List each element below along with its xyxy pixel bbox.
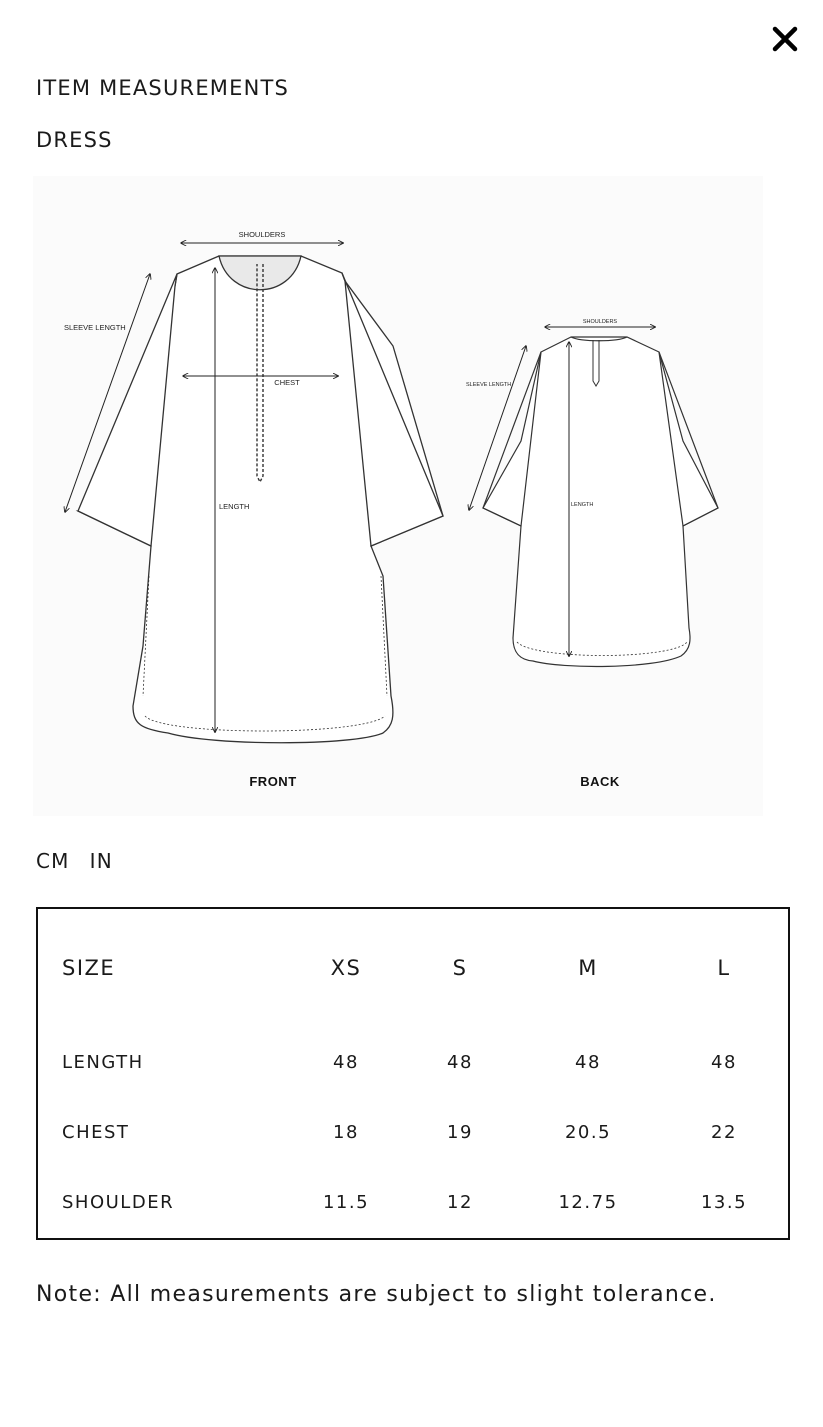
table-cell: 19 [447,1121,473,1143]
front-length-label: LENGTH [219,502,250,511]
header-m: M [578,956,598,980]
header-l: L [717,956,731,980]
table-cell: 13.5 [700,1191,748,1213]
size-chart [36,907,790,1240]
back-sleeve-label: SLEEVE LENGTH [466,382,512,388]
table-cell: 22 [711,1121,737,1143]
back-view-label: BACK [580,774,620,789]
table-cell: 12.75 [558,1191,618,1213]
unit-in-tab[interactable]: IN [89,849,113,873]
unit-cm-tab[interactable]: CM [36,849,70,873]
table-cell: 48 [447,1051,473,1073]
unit-toggle [36,849,113,873]
close-button[interactable] [768,22,802,56]
front-sleeve-label: SLEEVE LENGTH [64,323,126,332]
table-cell: 48 [711,1051,737,1073]
garment-name: DRESS [36,128,113,152]
row-label: CHEST [62,1121,130,1143]
table-header-row [38,909,788,1027]
row-label: SHOULDER [62,1191,175,1213]
header-xs: XS [330,956,362,980]
header-size: SIZE [62,956,116,980]
tolerance-note: Note: All measurements are subject to slight tolerance. [36,1282,717,1307]
front-view-label: FRONT [249,774,297,789]
front-dress-drawing [78,256,443,743]
size-table [38,909,788,1237]
measurement-diagram [33,176,763,816]
table-cell: 18 [333,1121,359,1143]
back-dress-drawing [483,337,718,666]
row-label: LENGTH [62,1051,144,1073]
table-cell: 12 [447,1191,473,1213]
table-row [38,1097,788,1167]
modal-title: ITEM MEASUREMENTS [36,76,290,100]
table-cell: 48 [333,1051,359,1073]
table-row [38,1027,788,1097]
back-length-label: LENGTH [571,502,594,508]
table-cell: 11.5 [322,1191,370,1213]
front-chest-label: CHEST [274,378,300,387]
table-cell: 20.5 [564,1121,612,1143]
table-row [38,1167,788,1237]
front-shoulders-label: SHOULDERS [238,230,286,239]
table-cell: 48 [575,1051,601,1073]
close-icon [772,26,798,52]
back-shoulders-label: SHOULDERS [582,319,618,325]
header-s: S [452,956,468,980]
